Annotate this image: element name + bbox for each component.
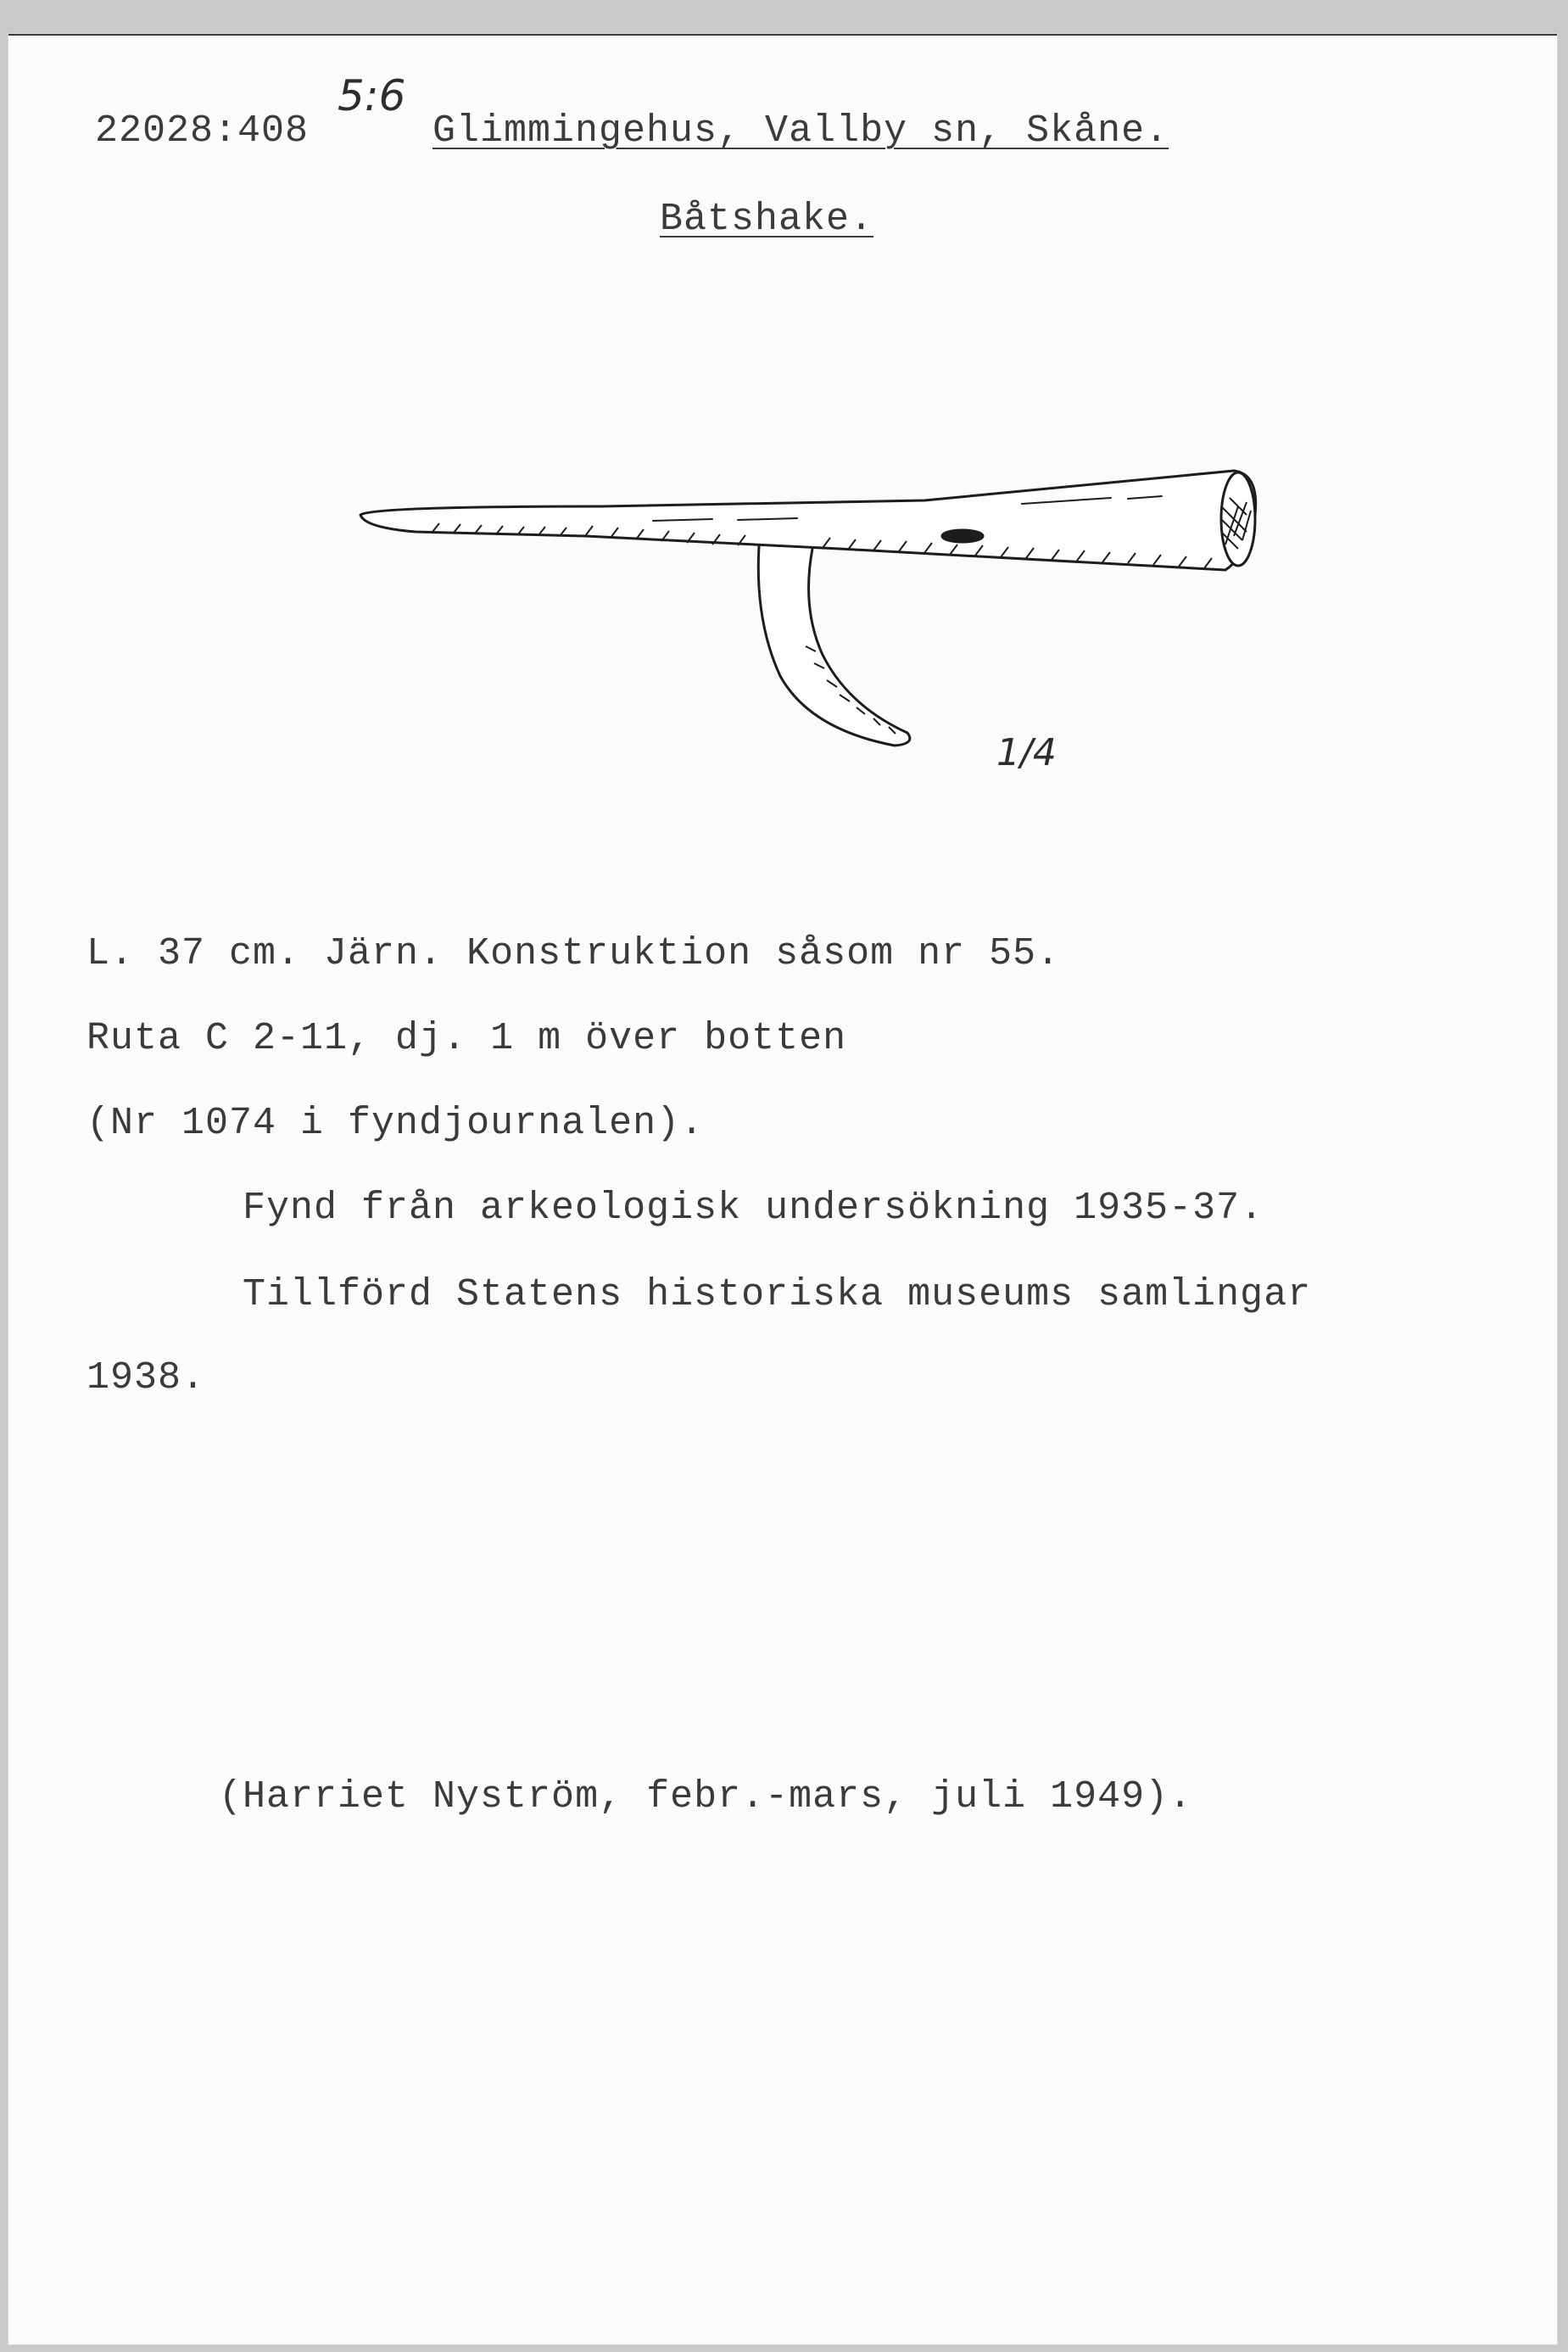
location-heading: Glimmingehus, Vallby sn, Skåne.	[432, 109, 1169, 153]
handwritten-mark: 5:6	[338, 71, 406, 120]
description-line-1: L. 37 cm. Järn. Konstruktion såsom nr 55.	[86, 932, 1061, 975]
catalog-card	[8, 34, 1557, 2344]
signature: (Harriet Nyström, febr.-mars, juli 1949).	[219, 1775, 1193, 1818]
inventory-number: 22028:408	[95, 109, 310, 153]
description-line-3: (Nr 1074 i fyndjournalen).	[86, 1102, 705, 1145]
description-line-4: Fynd från arkeologisk undersökning 1935-37.	[243, 1187, 1264, 1230]
description-line-2: Ruta C 2-11, dj. 1 m över botten	[86, 1017, 847, 1060]
description-line-5: Tillförd Statens historiska museums samlingar	[243, 1273, 1312, 1316]
scale-note: 1/4	[996, 731, 1057, 774]
object-name: Båtshake.	[660, 198, 874, 241]
description-line-6: 1938.	[86, 1356, 206, 1399]
